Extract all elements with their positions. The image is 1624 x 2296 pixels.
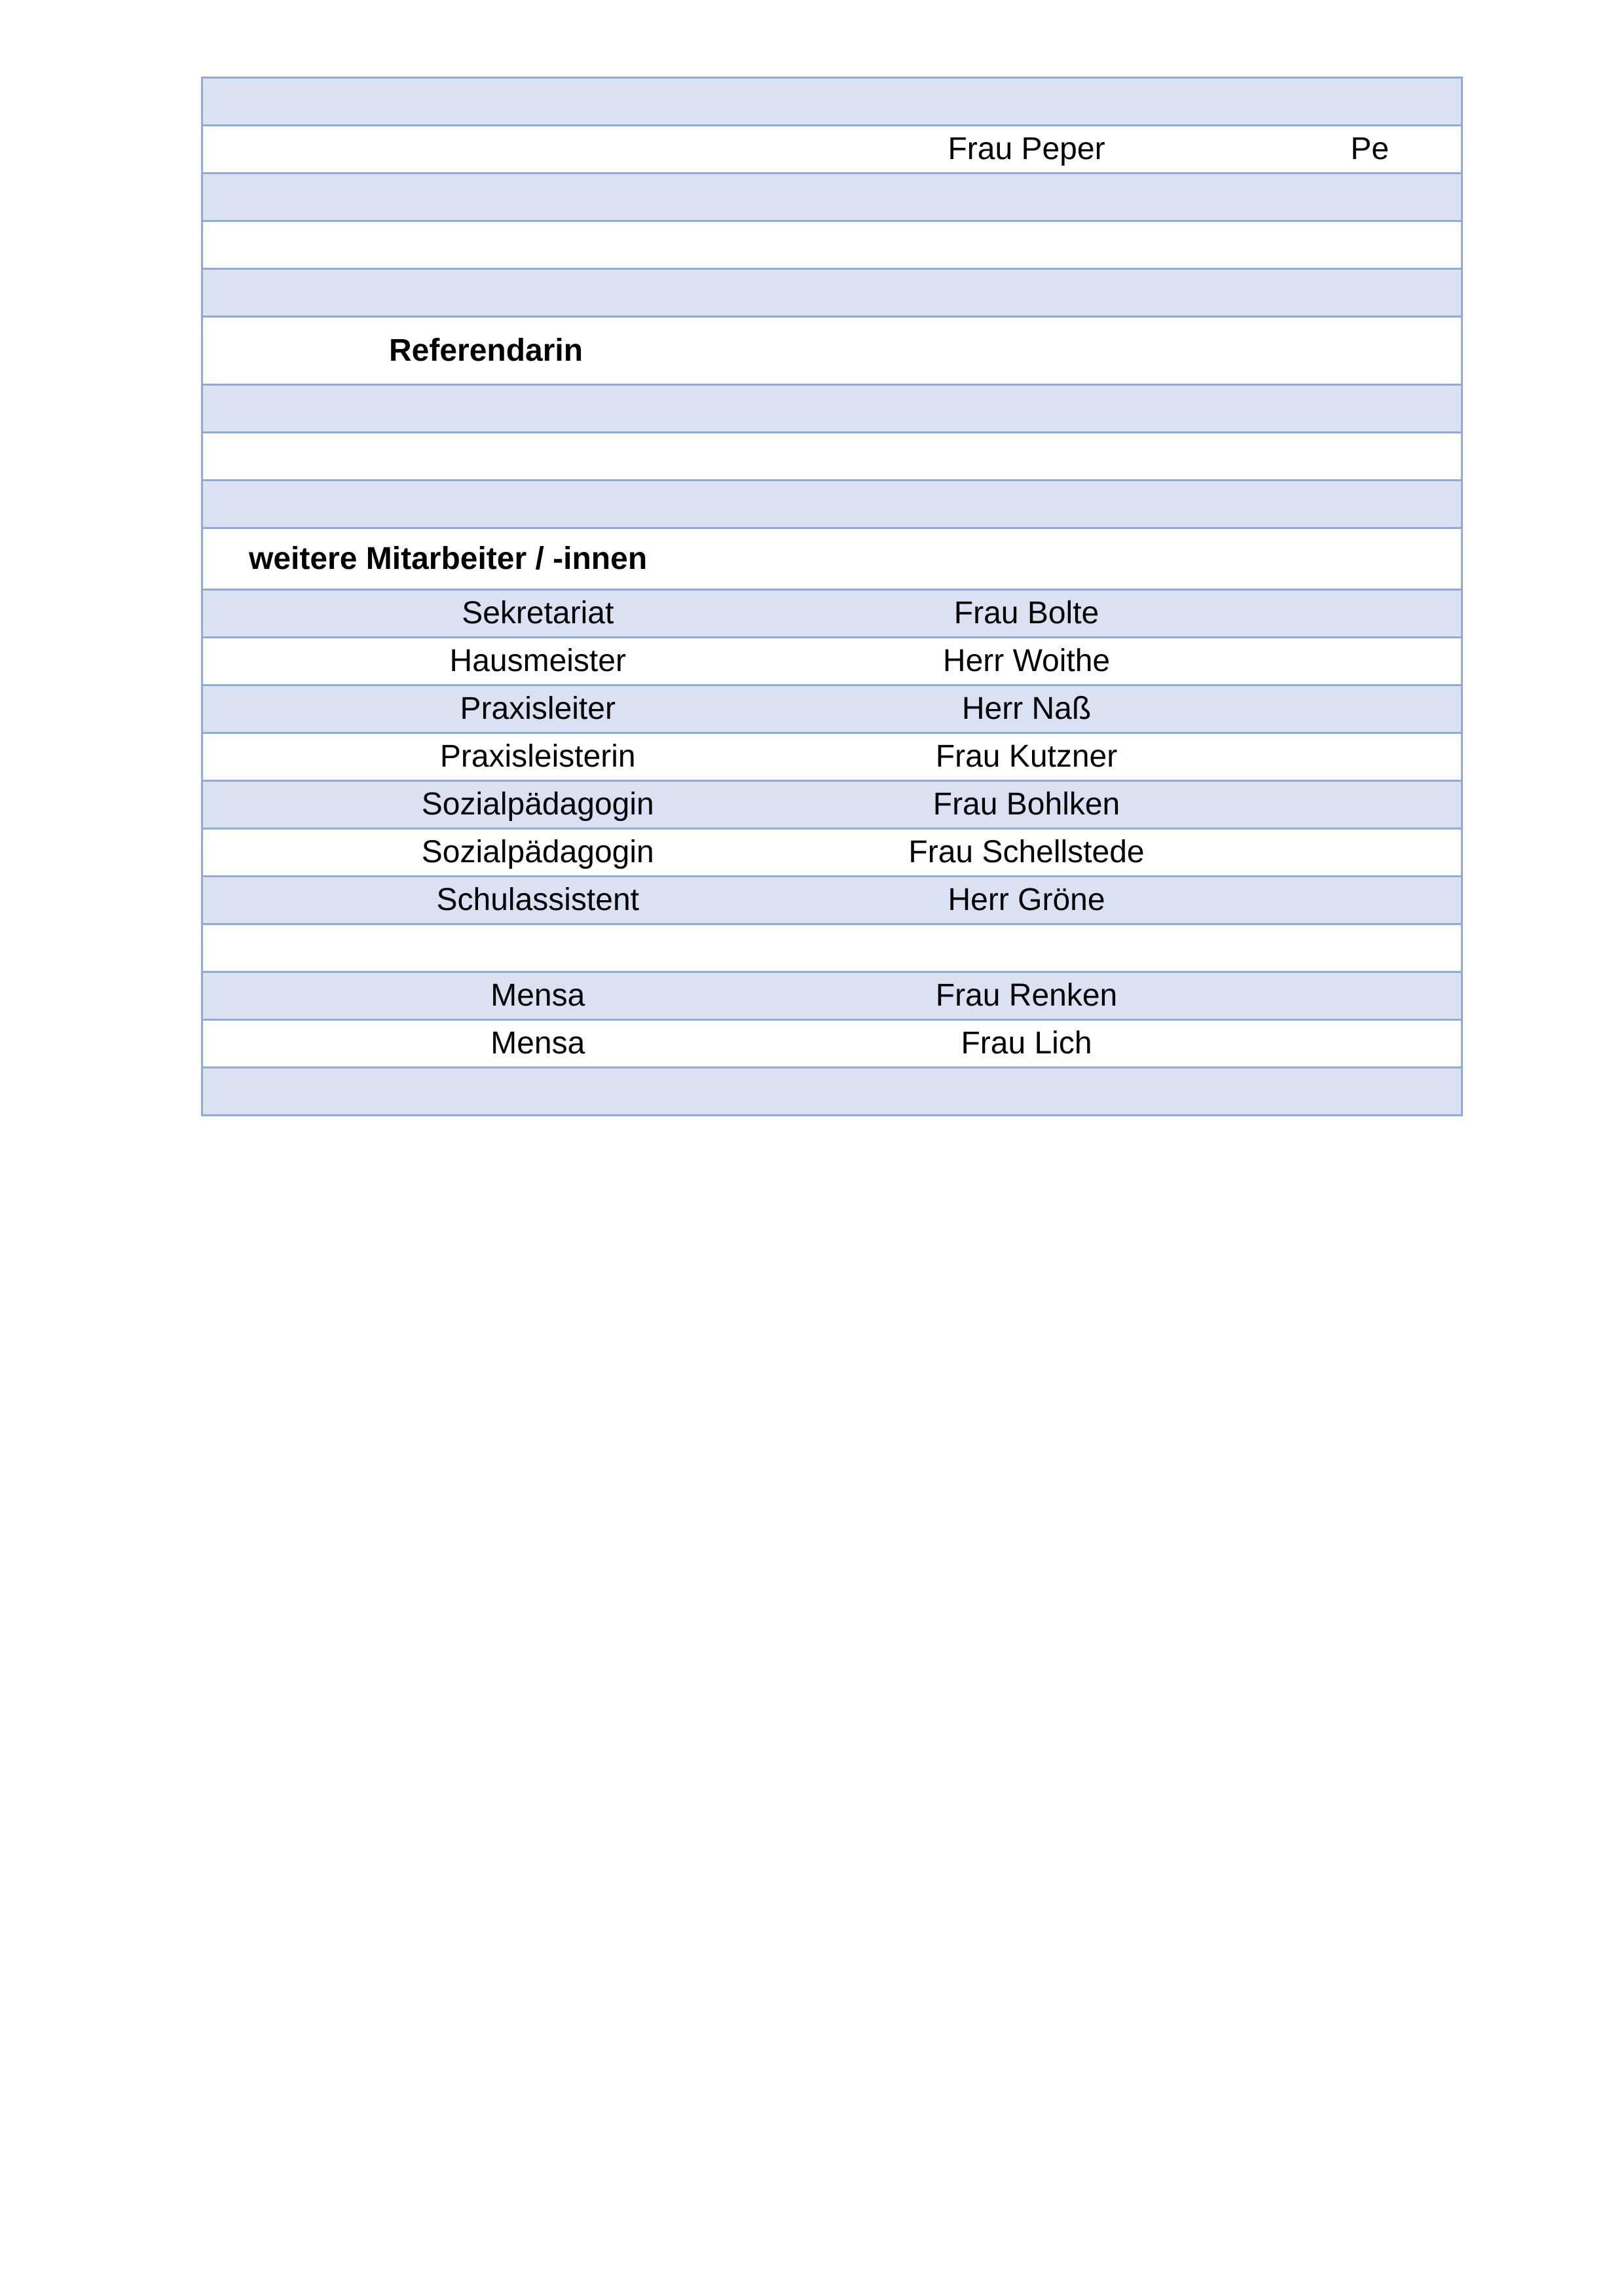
table-row [202,781,1462,829]
staff-name: Frau Kutzner [873,733,1181,781]
staff-table [201,77,1463,1116]
table-row [202,78,1462,126]
table-row [202,685,1462,733]
table-row [202,1068,1462,1116]
staff-role: Praxisleiter [202,685,873,733]
table-row [202,481,1462,528]
teacher-abbreviation: Pe [1181,126,1462,173]
staff-role: Schulassistent [202,877,873,924]
table-row [202,269,1462,317]
staff-role: Sekretariat [202,590,873,638]
staff-role: Praxisleisterin [202,733,873,781]
table-row [202,924,1462,972]
staff-name: Herr Gröne [873,877,1181,924]
section-heading-staff: weitere Mitarbeiter / -innen [202,528,873,590]
table-row [202,385,1462,433]
table-row [202,638,1462,685]
staff-role: Sozialpädagogin [202,781,873,829]
table-row [202,829,1462,877]
staff-role: Sozialpädagogin [202,829,873,877]
table-row [202,126,1462,173]
staff-name: Frau Bolte [873,590,1181,638]
staff-name: Herr Naß [873,685,1181,733]
staff-role: Mensa [202,1020,873,1068]
staff-name: Frau Lich [873,1020,1181,1068]
table-row [202,528,1462,590]
staff-name: Frau Bohlken [873,781,1181,829]
table-row [202,733,1462,781]
section-heading-referendarin: Referendarin [202,317,873,385]
table-row [202,590,1462,638]
table-row [202,221,1462,269]
staff-role: Mensa [202,972,873,1020]
table-row [202,972,1462,1020]
table-row [202,1020,1462,1068]
table-row [202,317,1462,385]
staff-name: Herr Woithe [873,638,1181,685]
table-row [202,877,1462,924]
staff-role: Hausmeister [202,638,873,685]
teacher-name: Frau Peper [873,126,1181,173]
table-row [202,173,1462,221]
staff-name: Frau Renken [873,972,1181,1020]
staff-name: Frau Schellstede [873,829,1181,877]
table-row [202,433,1462,481]
